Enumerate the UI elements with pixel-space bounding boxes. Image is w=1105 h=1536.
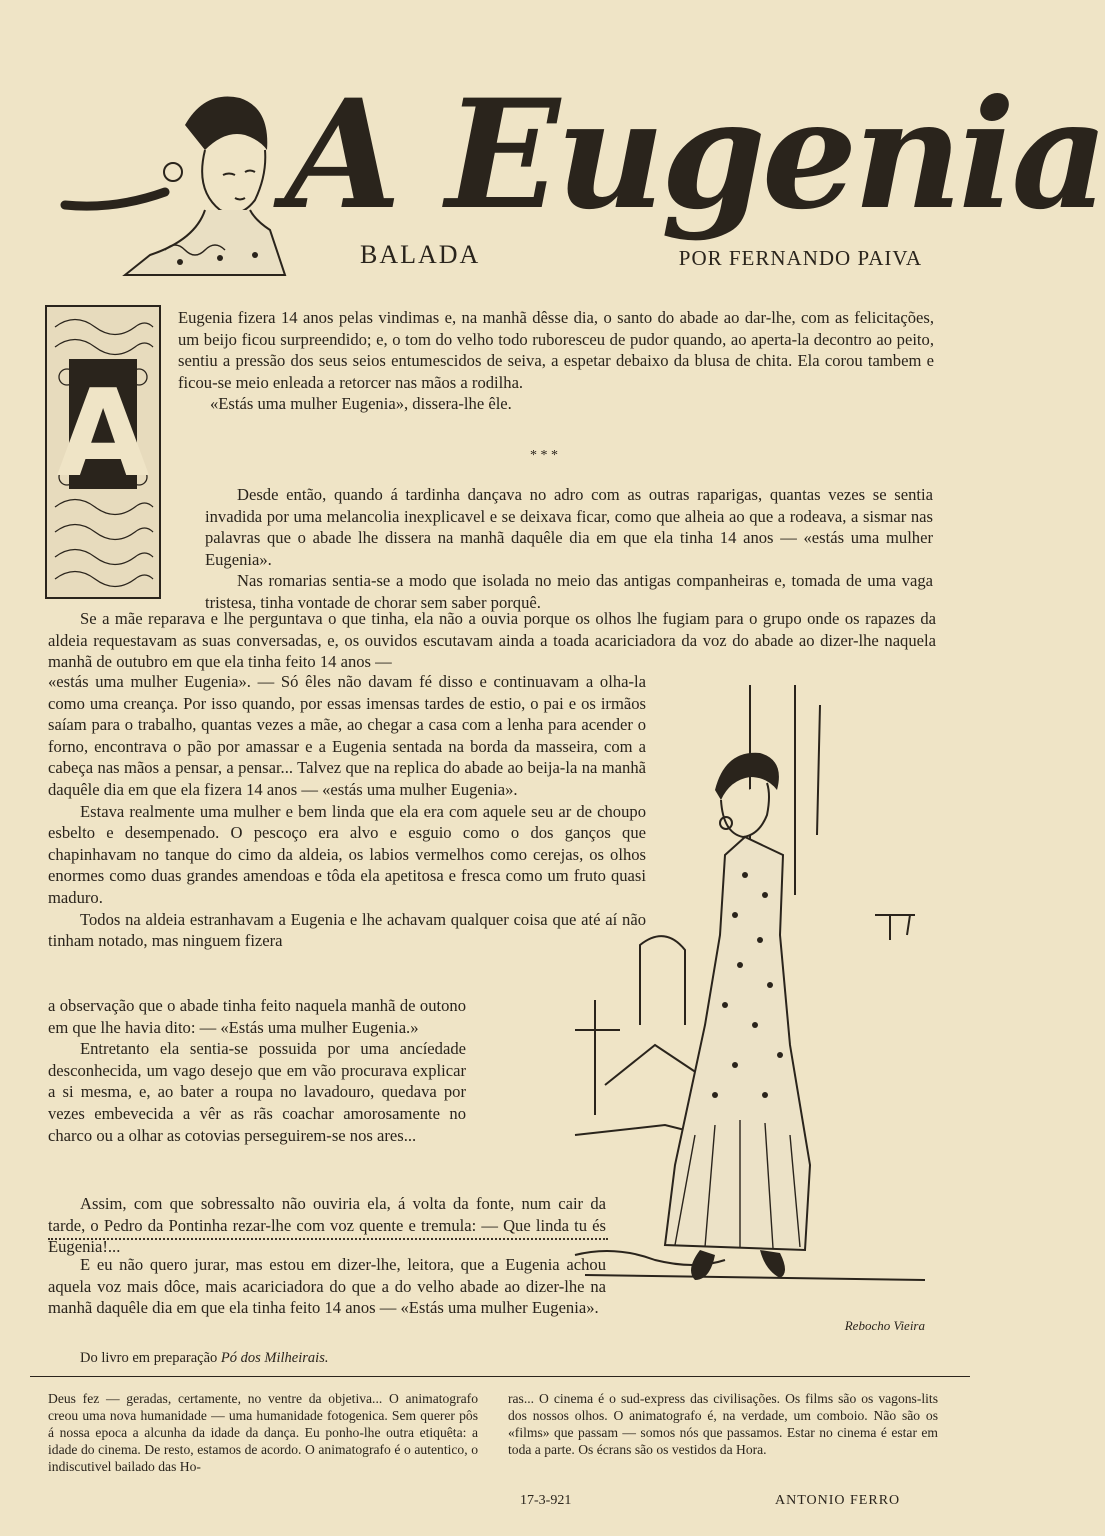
paragraph-4c-text: Todos na aldeia estranhavam a Eugenia e lhe achavam qualquer coisa que até aí não tinham notado, mas ninguem fizera (48, 909, 646, 951)
paragraph-1-text: Eugenia fizera 14 anos pelas vindimas e, na manhã dêsse dia, o santo do abade ao dar-lhe, com as felicitações, um beijo ficou surpreendido; e, o tom do velho todo ruboresceu de pudor quando, ao aperta-la decontro ao peito, sentiu a pressão dos seus seios entumescidos de seiva, a espetar debaixo da blusa de chita. Ela corou tambem e ficou-se meio enleada a retorcer nas mãos a rodilha. (178, 308, 934, 392)
dropcap-letter: A (56, 365, 150, 504)
paragraph-2-text: Desde então, quando á tardinha dançava no adro com as outras raparigas, quantas vezes se sentia invadida por uma melancolia inexplicavel e se deixava ficar, como que alheia ao que a rodeava, a sismar nas palavras que o abade lhe dissera na manhã daquêle dia em que ela tinha 14 anos — «estás uma mulher Eugenia». (205, 485, 933, 569)
footer-column-2: ras... O cinema é o sud-express das civilisações. Os films são os vagons-lits dos nossos olhos. O animatografo é, na verdade, um comboio. Não são os «films» que passam — somos nós que passamos. Estar no cinema é estar em toda a parte. Os écrans são os vestidos da Hora. (508, 1391, 938, 1457)
dotted-divider (48, 1238, 608, 1240)
footer-rule (30, 1376, 970, 1377)
illustrator-signature: Rebocho Vieira (844, 1318, 925, 1333)
girl-illustration (545, 665, 930, 1340)
article-subtitle: BALADA (360, 240, 481, 269)
paragraph-4-text: «estás uma mulher Eugenia». — Só êles não davam fé disso e continuavam a olha-la como uma creança. Por isso quando, por essas imensas tardes de estio, o pai e os irmãos saíam para o trabalho, quantas vezes a mãe, ao chegar a casa com a lenha para acender o forno, encontrava o pão por amassar e a Eugenia sentada na borda da masseira, com a cabeça nas mãos a pensar, a pensar... Talvez que na replica do abade ao beija-la na manhã daquêle dia em que ela fizera 14 anos — «estás uma mulher Eugenia». (48, 672, 646, 799)
paragraph-3 (48, 608, 936, 673)
source-title: Pó dos Milheirais. (220, 1350, 329, 1366)
article-author: POR FERNANDO PAIVA (678, 246, 922, 270)
article-title: A Eugenia (285, 67, 1105, 243)
section-asterism: * * * (530, 448, 558, 463)
paragraph-1 (178, 307, 934, 415)
footer-date: 17-3-921 (520, 1493, 572, 1508)
paragraph-7-text: E eu não quero jurar, mas estou em dizer-lhe, leitora, que a Eugenia achou aquela voz mais dôce, mais acariciadora do que a do velho abade ao dizer-lhe na manhã daquêle dia em que ela tinha feito 14 anos — «Estás uma mulher Eugenia». (48, 1255, 606, 1318)
paragraph-2b-text: Nas romarias sentia-se a modo que isolada no meio das antigas companheiras e, tomada de uma vaga tristesa, tinha vontade de chorar sem saber porquê. (205, 571, 933, 612)
paragraph-5b-text: Entretanto ela sentia-se possuida por uma ancíedade desconhecida, um vago desejo que em vão procurava explicar a si mesma, e, ao bater a roupa no lavadouro, quedava por vezes embevecida a vêr as rãs coachar amorosamente no charco ou a olhar as cotovias perseguirem-se nos ares... (48, 1039, 466, 1145)
dropcap-box (45, 305, 161, 599)
paragraph-4b-text: Estava realmente uma mulher e bem linda que ela era com aquele seu ar de choupo esbelto e desempenado. O pescoço era alvo e esguio como o dos ganços que chapinhavam no tanque do cimo da aldeia, os labios vermelhos como cerejas, os olhos enormes como duas grandes amendoas e tôda ela apetitosa e fresca como um fruto quasi maduro. (48, 801, 646, 907)
paragraph-3-text: Se a mãe reparava e lhe perguntava o que tinha, ela não a ouvia porque os olhos lhe fugiam para o grupo onde os rapazes da aldeia requestavam as suas conversadas, e, os ouvidos escutavam ainda a toada acariciadora da voz do abade ao dizer-lhe naquela manhã de outubro em que ela tinha feito 14 anos — (48, 609, 936, 672)
dropcap-ornament (47, 307, 159, 597)
source-prefix: Do livro em preparação (80, 1350, 218, 1366)
paragraph-1-quote: «Estás uma mulher Eugenia», dissera-lhe êle. (210, 394, 512, 414)
paragraph-6 (48, 1193, 606, 1258)
paragraph-7 (48, 1254, 606, 1319)
paragraph-2 (205, 484, 933, 614)
paragraph-6-text: Assim, com que sobressalto não ouviria ela, á volta da fonte, num cair da tarde, o Pedro da Pontinha rezar-lhe com voz quente e tremula: — Que linda tu és Eugenia!... (48, 1194, 606, 1257)
footer-column-1: Deus fez — geradas, certamente, no ventre da objetiva... O animatografo creou uma nova humanidade — uma humanidade fotogenica. Sem querer pôs á nossa epoca a alcunha da idade da dança. Eu ponho-lhe outra etiquêta: a idade do cinema. De resto, estamos de acordo. O animatografo é o autentico, o indiscutivel bailado das Ho- (48, 1391, 478, 1474)
portrait-illustration (55, 80, 290, 280)
paragraph-5-text: a observação que o abade tinha feito naquela manhã de outono em que lhe havia dito: — «Estás uma mulher Eugenia.» (48, 996, 466, 1037)
paragraph-5 (48, 995, 466, 1146)
footer-signature: ANTONIO FERRO (775, 1493, 901, 1508)
source-note (80, 1350, 328, 1367)
